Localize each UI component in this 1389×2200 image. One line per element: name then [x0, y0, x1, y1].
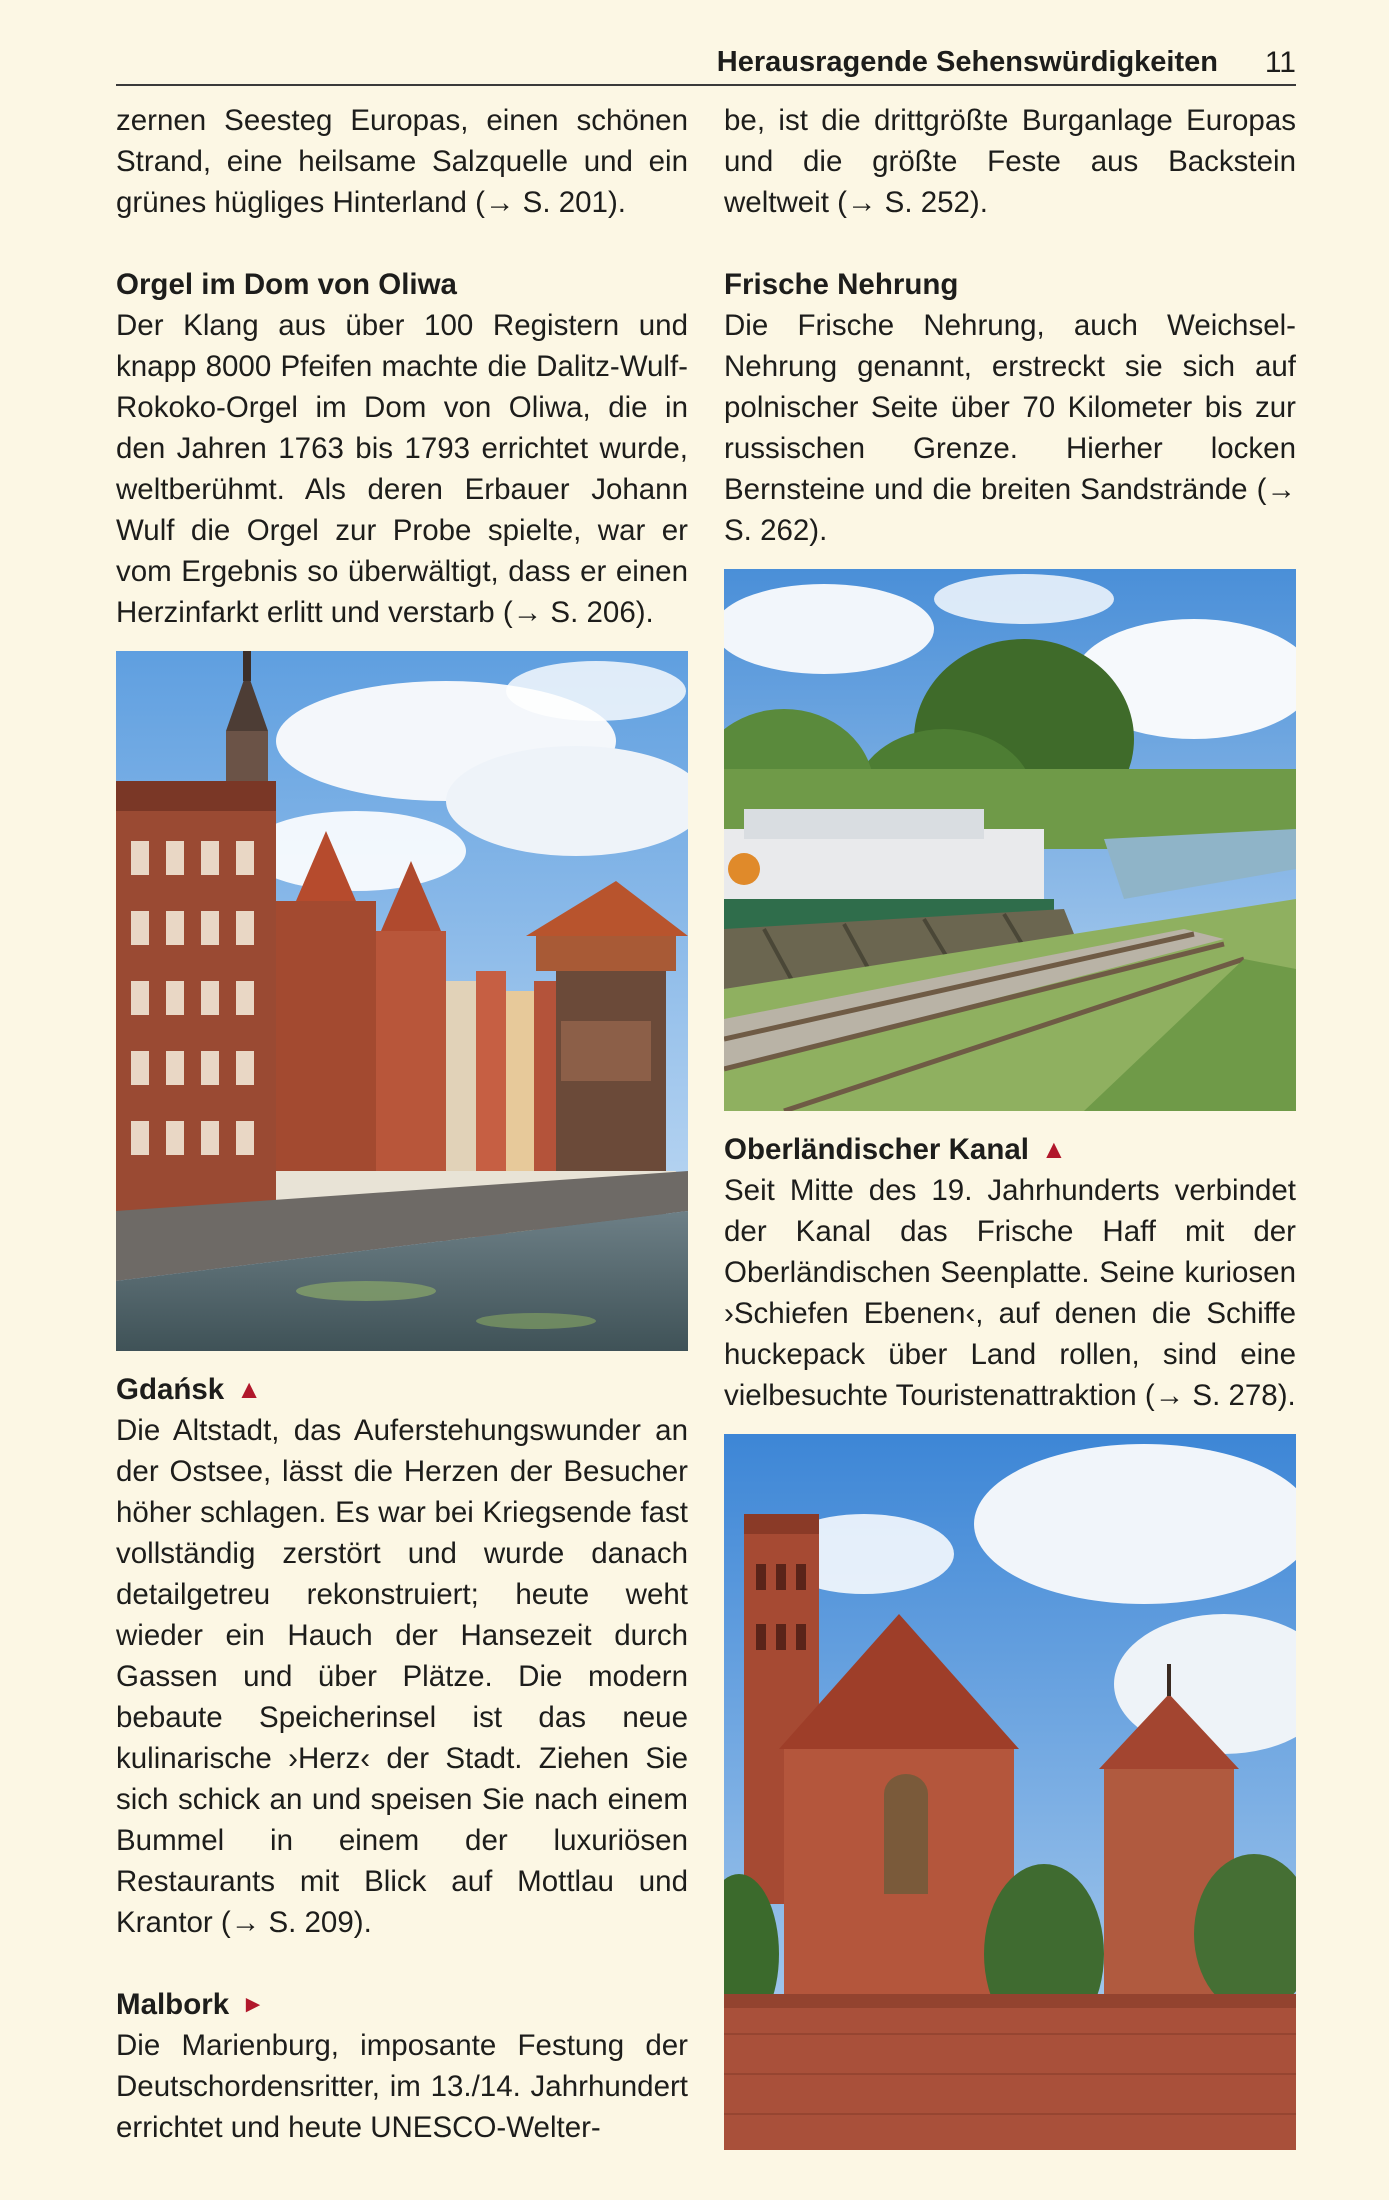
oliwa-heading: [116, 264, 688, 305]
malbork-continued-paragraph: be, ist die drittgrößte Burganlage Europas und die größte Feste aus Backstein weltweit (→ S. 252).: [724, 104, 1296, 219]
kanal-paragraph: Seit Mitte des 19. Jahrhunderts verbindet der Kanal das Frische Haff mit der Oberländischen Seenplatte. Seine kuriosen ›Schiefen Ebenen‹, auf denen die Schiffe huckepack über Land rollen, sind eine vielbesuchte Touristenattraktion (→ S. 278).: [724, 1174, 1296, 1412]
gdansk-title: Gdańsk: [116, 1373, 225, 1406]
arrow-right-icon: ►: [241, 1991, 265, 2018]
malbork-photo: [724, 1434, 1296, 2150]
kanal-photo: [724, 569, 1296, 1111]
highlight-triangle-icon: ▲: [236, 1374, 262, 1404]
malbork-title: Malbork: [116, 1988, 230, 2021]
oliwa-paragraph: Der Klang aus über 100 Registern und knapp 8000 Pfeifen machte die Dalitz-Wulf-Rokoko-Orgel im Dom von Oliwa, die in den Jahren 1763 bis 1793 errichtet wurde, weltberühmt. Als deren Erbauer Johann Wulf die Orgel zur Probe spielte, war er vom Ergebnis so überwältigt, dass er einen Herzinfarkt erlitt und verstarb (→ S. 206).: [116, 309, 688, 629]
gdansk-photo: [116, 651, 688, 1351]
left-column: [116, 100, 688, 2148]
intro-paragraph: zernen Seesteg Europas, einen schönen Strand, eine heilsame Salzquelle und ein grünes hügliges Hinterland (→ S. 201).: [116, 104, 688, 219]
kanal-title: Oberländischer Kanal: [724, 1133, 1029, 1166]
page-number: 11: [1264, 46, 1296, 79]
malbork-paragraph: Die Marienburg, imposante Festung der Deutschordensritter, im 13./14. Jahrhundert errichtet und heute UNESCO-Welter-: [116, 2029, 688, 2144]
header-title: Herausragende Sehenswürdigkeiten: [716, 46, 1218, 78]
gdansk-paragraph: Die Altstadt, das Auferstehungswunder an der Ostsee, lässt die Herzen der Besucher höher schlagen. Es war bei Kriegsende fast vollständig zerstört und wurde danach detailgetreu rekonstruiert; heute weht wieder ein Hauch der Hansezeit durch Gassen und über Plätze. Die modern bebaute Speicherinsel ist das neue kulinarische ›Herz‹ der Stadt. Ziehen Sie sich schick an und speisen Sie nach einem Bummel in einem der luxuriösen Restaurants mit Blick auf Mottlau und Krantor (→ S. 209).: [116, 1414, 688, 1939]
nehrung-title: Frische Nehrung: [724, 268, 959, 301]
oliwa-title: Orgel im Dom von Oliwa: [116, 268, 457, 301]
kanal-heading: [724, 1129, 1296, 1170]
highlight-triangle-icon: ▲: [1040, 1134, 1067, 1164]
running-header: [116, 44, 1296, 86]
right-column: [724, 100, 1296, 2150]
malbork-heading: [116, 1984, 688, 2025]
gdansk-heading: [116, 1369, 688, 1410]
nehrung-paragraph: Die Frische Nehrung, auch Weichsel-Nehrung genannt, erstreckt sie sich auf polnischer Seite über 70 Kilometer bis zur russischen Grenze. Hierher locken Bernsteine und die breiten Sandstrände (→ S. 262).: [724, 309, 1296, 547]
nehrung-heading: [724, 264, 1296, 305]
